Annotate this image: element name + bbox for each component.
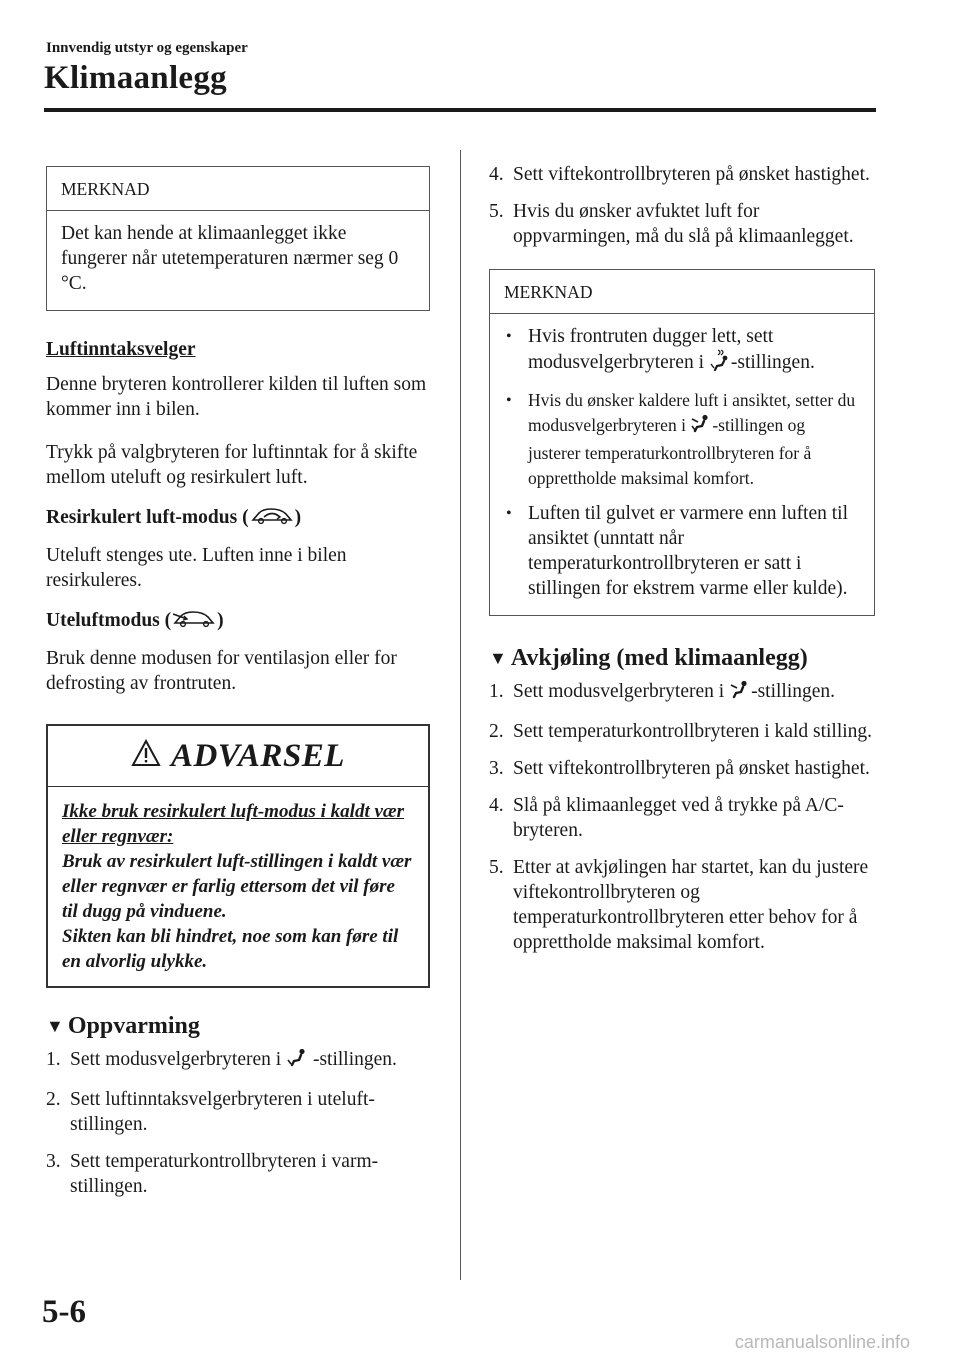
triangle-marker-icon: ▼ bbox=[489, 648, 507, 668]
column-divider bbox=[460, 150, 461, 1280]
step-text: Sett modusvelgerbryteren i bbox=[70, 1049, 282, 1070]
step-number: 3. bbox=[489, 758, 504, 779]
heating-heading bbox=[46, 1014, 430, 1039]
face-mode-icon bbox=[729, 680, 751, 707]
recirculate-heading-text: Resirkulert luft-modus ( bbox=[46, 507, 249, 528]
heating-step-2 bbox=[46, 1087, 430, 1137]
note-bullet-text: Luften til gulvet er varmere enn luften til ansiktet (unntatt når temperaturkontrollbryteren er satt i stillingen for ekstrem varme eller kulde). bbox=[528, 503, 849, 599]
note-bullets bbox=[504, 324, 860, 601]
floor-mode-icon bbox=[286, 1048, 308, 1075]
right-column bbox=[489, 158, 875, 955]
recirculate-text: Uteluft stenges ute. Luften inne i bilen resirkuleres. bbox=[46, 545, 347, 591]
step-number: 4. bbox=[489, 795, 504, 816]
bi-level-mode-icon bbox=[690, 414, 712, 441]
intake-paragraph-2: Trykk på valgbryteren for luftinntak for å skifte mellom uteluft og resirkulert luft. bbox=[46, 442, 418, 488]
warning-subheading: Ikke bruk resirkulert luft-modus i kaldt vær eller regnvær: bbox=[62, 801, 405, 847]
step-text: Etter at avkjølingen har startet, kan du justere viftekontrollbryteren og temperaturkontrollbryteren etter behov for å opprettholde maksimal komfort. bbox=[513, 857, 869, 953]
step-text: Sett modusvelgerbryteren i bbox=[513, 681, 725, 702]
note-title: MERKNAD bbox=[47, 167, 429, 211]
step-text: Hvis du ønsker avfuktet luft for oppvarmingen, må du slå på klimaanlegget. bbox=[513, 201, 854, 247]
step-number: 2. bbox=[46, 1089, 61, 1110]
step-number: 1. bbox=[489, 681, 504, 702]
page-title: Klimaanlegg bbox=[44, 60, 227, 96]
warning-text-2: Sikten kan bli hindret, noe som kan føre til en alvorlig ulykke. bbox=[62, 926, 399, 972]
bullet-marker: • bbox=[506, 392, 512, 409]
outside-air-heading-close: ) bbox=[217, 610, 224, 631]
floor-defrost-mode-icon bbox=[709, 349, 731, 378]
cooling-steps bbox=[489, 679, 875, 955]
step-number: 3. bbox=[46, 1151, 61, 1172]
step-text: Sett temperaturkontrollbryteren i kald stilling. bbox=[513, 721, 873, 742]
step-text-suffix: -stillingen. bbox=[751, 681, 836, 702]
recirculate-heading-close: ) bbox=[294, 507, 302, 528]
warning-header bbox=[48, 726, 428, 787]
watermark: carmanualsonline.info bbox=[734, 1332, 910, 1352]
bullet-marker: • bbox=[506, 505, 512, 522]
step-number: 4. bbox=[489, 164, 504, 185]
cooling-step-3 bbox=[489, 756, 875, 781]
cooling-heading-text: Avkjøling (med klimaanlegg) bbox=[510, 645, 808, 671]
warning-body bbox=[48, 787, 428, 986]
note-box-defog bbox=[489, 269, 875, 616]
note-bullet-text: Hvis frontruten dugger lett, sett modusvelgerbryteren i bbox=[528, 326, 774, 373]
cooling-step-1 bbox=[489, 679, 875, 707]
warning-title: ADVARSEL bbox=[171, 737, 345, 774]
warning-text-1: Bruk av resirkulert luft-stillingen i kaldt vær eller regnvær er farlig ettersom det vil føre til dugg på vinduene. bbox=[62, 851, 412, 922]
triangle-marker-icon: ▼ bbox=[46, 1016, 64, 1036]
step-number: 5. bbox=[489, 201, 504, 222]
heating-step-4 bbox=[489, 162, 875, 187]
outside-air-heading-text: Uteluftmodus ( bbox=[46, 610, 172, 631]
page-number: 5-6 bbox=[42, 1294, 86, 1330]
heating-steps-continued bbox=[489, 162, 875, 249]
step-number: 2. bbox=[489, 721, 504, 742]
heating-steps bbox=[46, 1047, 430, 1199]
bullet-marker: • bbox=[506, 328, 512, 345]
intake-heading: Luftinntaksvelger bbox=[46, 339, 196, 360]
cooling-step-2 bbox=[489, 719, 875, 744]
cooling-step-4 bbox=[489, 793, 875, 843]
outside-air-text: Bruk denne modusen for ventilasjon eller for defrosting av frontruten. bbox=[46, 648, 397, 694]
cooling-heading bbox=[489, 646, 875, 671]
step-number: 1. bbox=[46, 1049, 61, 1070]
step-text-suffix: -stillingen. bbox=[312, 1049, 397, 1070]
recirculate-air-icon bbox=[249, 504, 295, 533]
note-bullet-suffix: -stillingen og justerer temperaturkontrollbryteren for å opprettholde maksimal komfort. bbox=[528, 415, 812, 488]
note-bullet-suffix: -stillingen. bbox=[730, 352, 815, 373]
section-label: Innvendig utstyr og egenskaper bbox=[46, 40, 248, 56]
note-box-ac-temperature bbox=[46, 166, 430, 311]
heating-step-1 bbox=[46, 1047, 430, 1075]
note-bullet-1 bbox=[504, 324, 860, 378]
intake-paragraph-1: Denne bryteren kontrollerer kilden til luften som kommer inn i bilen. bbox=[46, 374, 427, 420]
note-bullet-3 bbox=[504, 501, 860, 601]
cooling-step-5 bbox=[489, 855, 875, 955]
warning-box bbox=[46, 724, 430, 988]
heating-step-3 bbox=[46, 1149, 430, 1199]
heating-step-5 bbox=[489, 199, 875, 249]
heating-heading-text: Oppvarming bbox=[67, 1013, 200, 1039]
step-number: 5. bbox=[489, 857, 504, 878]
recirculate-heading bbox=[46, 504, 430, 533]
step-text: Sett temperaturkontrollbryteren i varm-stillingen. bbox=[70, 1151, 379, 1197]
note-body bbox=[490, 314, 874, 615]
note-text: Det kan hende at klimaanlegget ikke fungerer når utetemperaturen nærmer seg 0 °C. bbox=[61, 223, 399, 294]
left-column bbox=[46, 166, 430, 1199]
step-text: Sett viftekontrollbryteren på ønsket hastighet. bbox=[513, 758, 870, 779]
warning-triangle-icon bbox=[131, 739, 161, 774]
note-bullet-2 bbox=[504, 388, 860, 491]
step-text: Sett viftekontrollbryteren på ønsket hastighet. bbox=[513, 164, 870, 185]
outside-air-heading bbox=[46, 607, 430, 636]
title-rule bbox=[44, 108, 876, 112]
note-title: MERKNAD bbox=[490, 270, 874, 314]
outside-air-icon bbox=[171, 607, 217, 636]
step-text: Sett luftinntaksvelgerbryteren i uteluft-stillingen. bbox=[70, 1089, 375, 1135]
step-text: Slå på klimaanlegget ved å trykke på A/C-bryteren. bbox=[513, 795, 844, 841]
note-bullet-text: Hvis du ønsker kaldere luft i ansiktet, setter du modusvelgerbryteren i bbox=[528, 390, 856, 435]
